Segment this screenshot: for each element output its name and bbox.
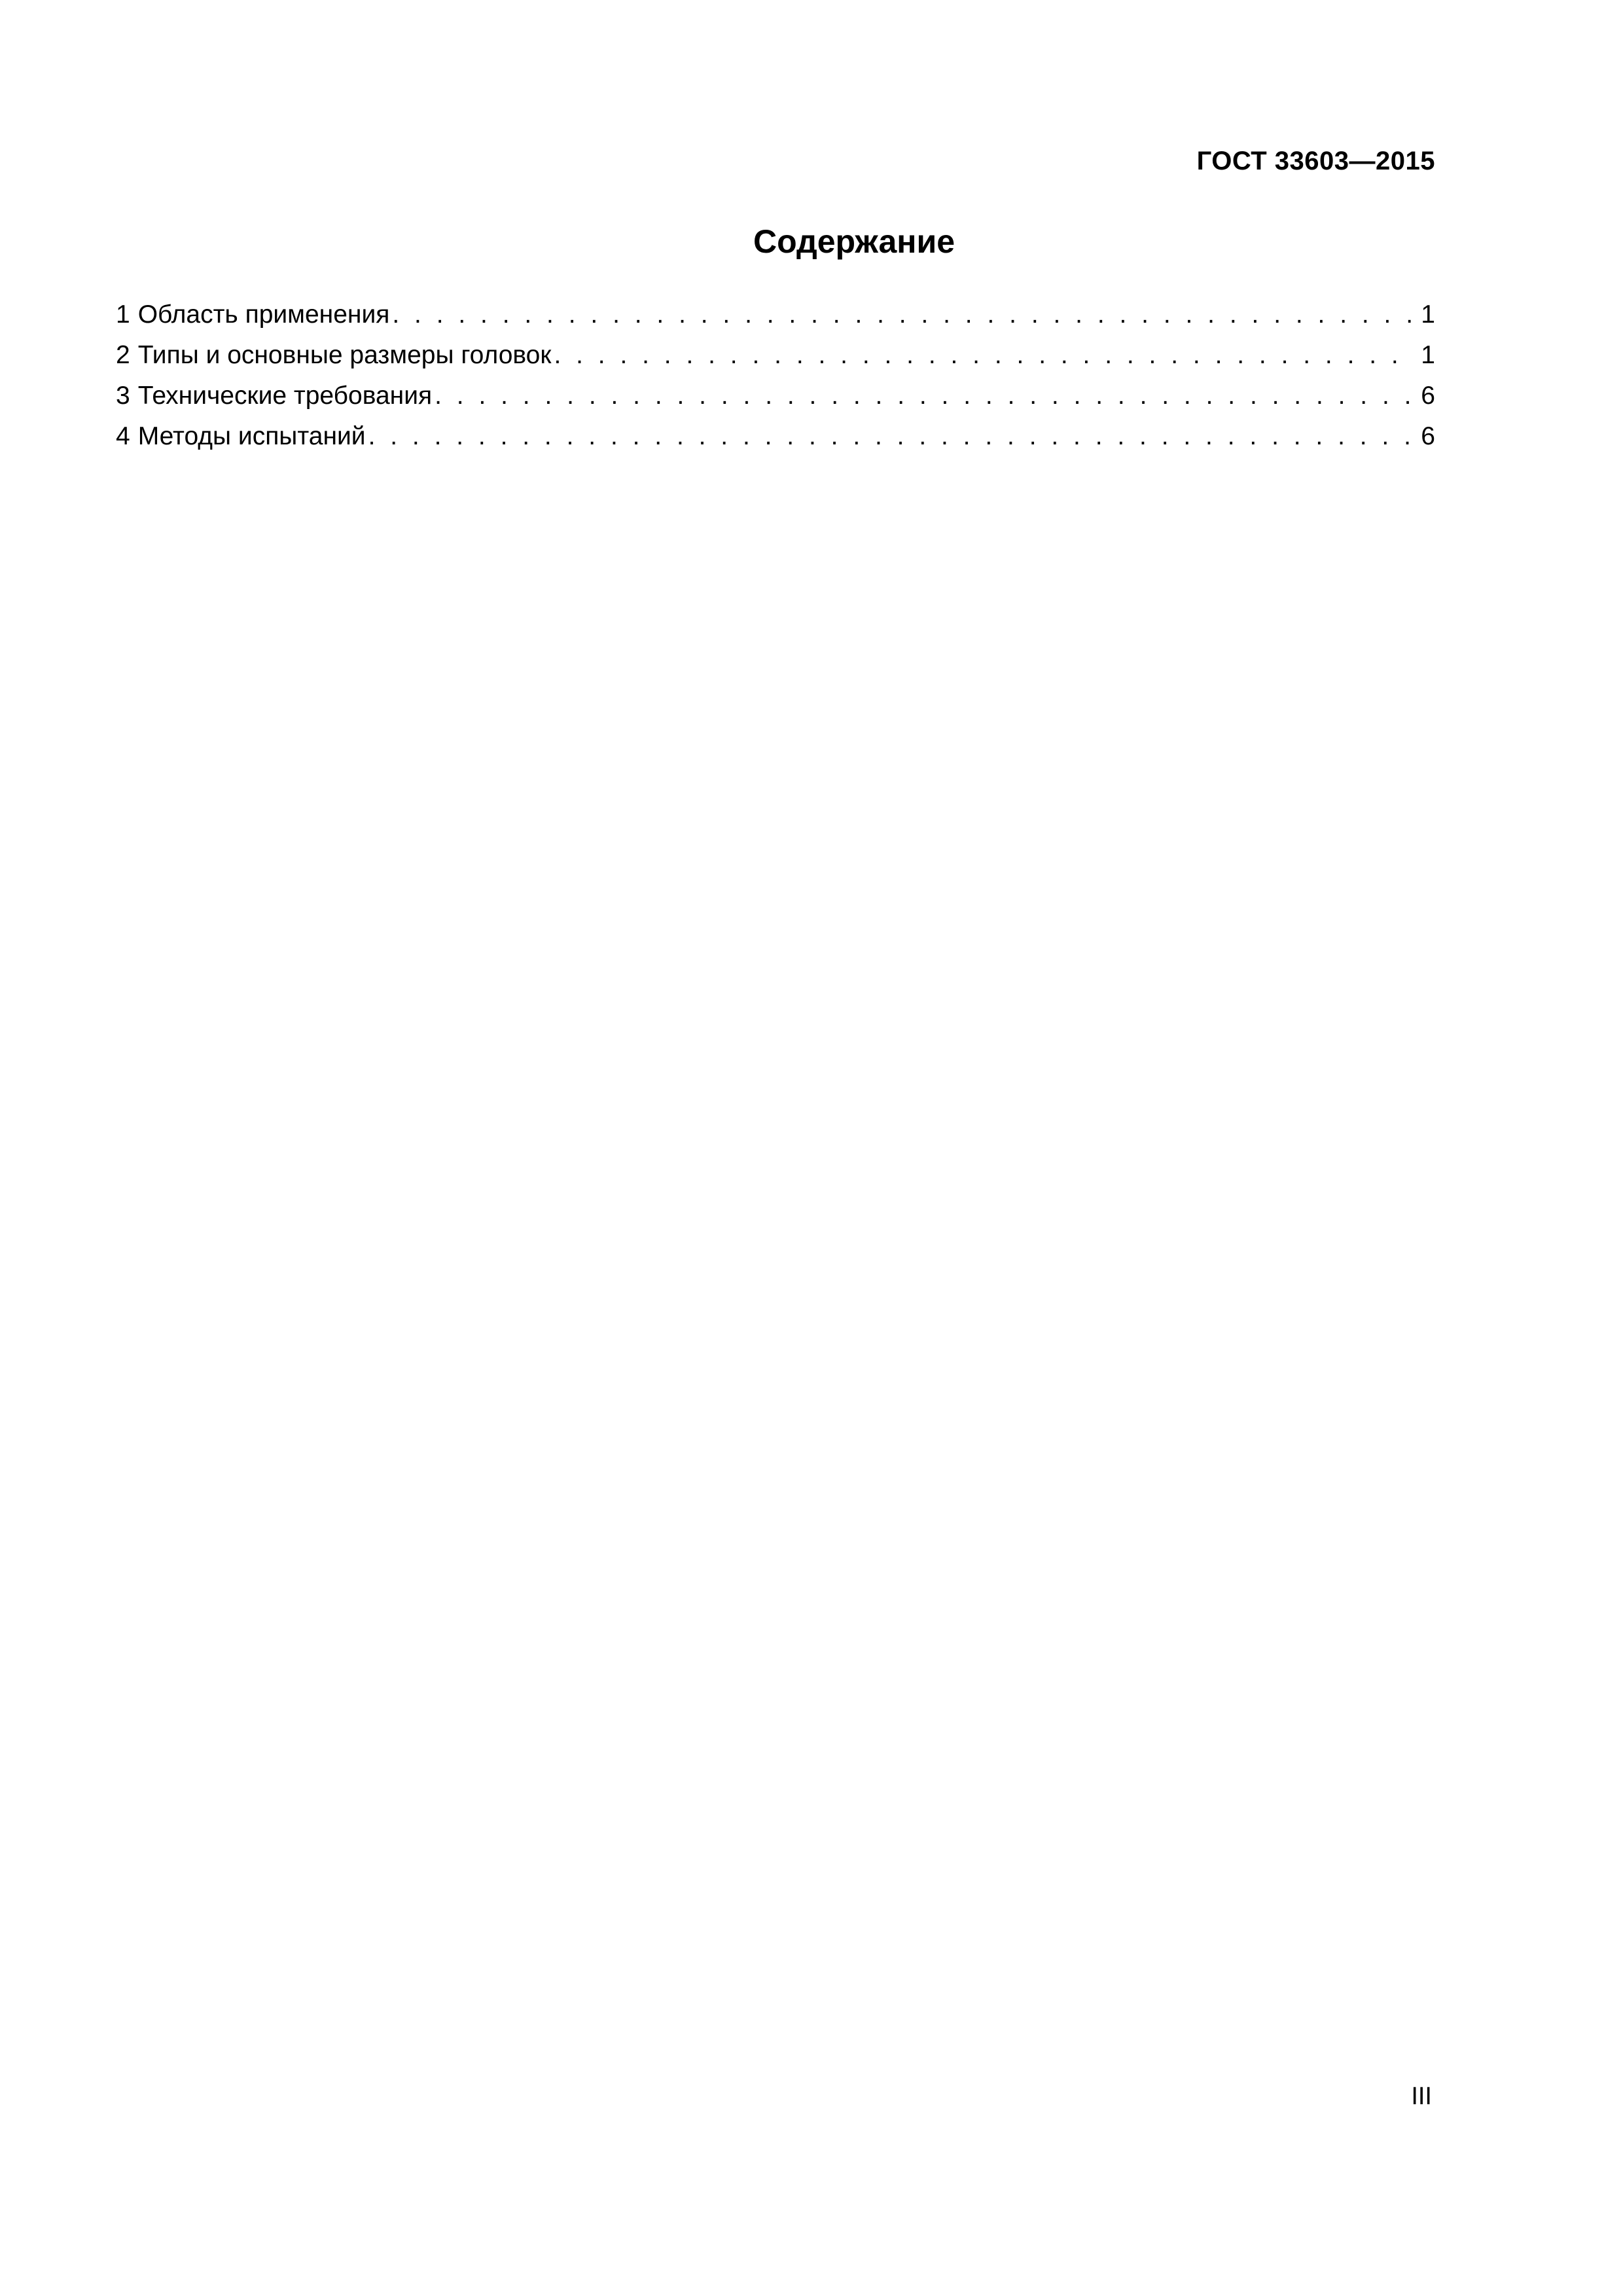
toc-leader-dots — [435, 376, 1416, 416]
table-of-contents — [116, 295, 1435, 457]
page-number: III — [1411, 2083, 1432, 2110]
toc-entry-label: Область применения — [137, 300, 390, 329]
toc-entry-1[interactable] — [116, 295, 1435, 335]
toc-entry-label: Технические требования — [137, 382, 433, 410]
toc-entry-number: 4 — [116, 422, 130, 450]
toc-entry-label: Методы испытаний — [137, 422, 366, 450]
toc-title: Содержание — [753, 223, 955, 260]
document-header-standard: ГОСТ 33603—2015 — [1196, 147, 1435, 175]
toc-leader-dots — [554, 335, 1416, 376]
toc-entry-page: 1 — [1421, 300, 1435, 329]
toc-entry-page: 6 — [1421, 382, 1435, 410]
toc-leader-dots — [368, 416, 1416, 457]
toc-leader-dots — [392, 295, 1416, 335]
toc-entry-number: 1 — [116, 300, 130, 329]
toc-entry-number: 2 — [116, 341, 130, 369]
toc-entry-2[interactable] — [116, 335, 1435, 376]
toc-entry-4[interactable] — [116, 416, 1435, 457]
toc-entry-page: 1 — [1421, 341, 1435, 369]
toc-entry-number: 3 — [116, 382, 130, 410]
toc-entry-page: 6 — [1421, 422, 1435, 450]
toc-entry-label: Типы и основные размеры головок — [137, 341, 552, 369]
toc-entry-3[interactable] — [116, 376, 1435, 416]
